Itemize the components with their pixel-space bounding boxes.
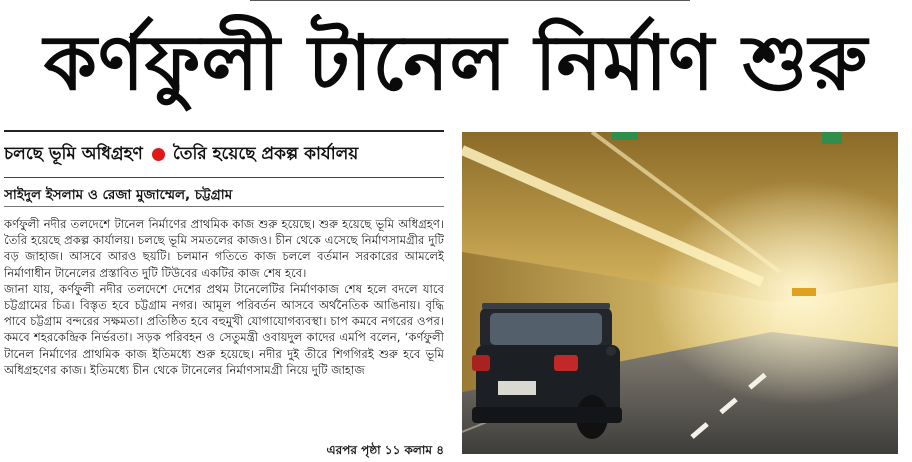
- tunnel-photo: [462, 132, 898, 454]
- exit-sign: [612, 132, 638, 140]
- exit-sign: [822, 132, 842, 144]
- subhead-part-2: তৈরি হয়েছে প্রকল্প কার্যালয়: [172, 143, 359, 164]
- article-body: [4, 216, 444, 458]
- license-plate: [498, 381, 536, 395]
- bullet-dot: [152, 148, 165, 161]
- body-paragraph: জানা যায়, কর্ণফুলী নদীর তলদেশে দেশের প্রথম টানেলেটির নির্মাণকাজ শেষ হলে বদলে যাবে চট্টগ্রামের চিত্র। বিস্তৃত হবে চট্টগ্রাম নগর। আমূল পরিবর্তন আসবে অর্থনৈতিক আঙিনায়। বৃদ্ধি পাবে চট্টগ্রাম বন্দরের সক্ষমতা। প্রতিষ্ঠিত হবে বহুমুখী যোগাযোগব্যবস্থা। চাপ কমবে নগরের ওপর। কমবে শহরকেন্দ্রিক নির্ভরতা। সড়ক পরিবহন ও সেতুমন্ত্রী ওবায়দুল কাদের এমপি বলেন, ‘কর্ণফুলী টানেল নির্মাণের প্রাথমিক কাজ ইতিমধ্যে শুরু হয়েছে। নদীর দুই তীরে শিগগিরই শুরু হবে ভূমি অধিগ্রহণের কাজ। ইতিমধ্যে চীন থেকে টানেলের নির্মাণসামগ্রী নিয়ে দুটি জাহাজ: [4, 281, 444, 377]
- headline: কর্ণফুলী টানেল নির্মাণ শুরু: [43, 17, 869, 107]
- article-column: [4, 130, 444, 460]
- top-rule: [0, 0, 912, 4]
- tail-light: [554, 355, 578, 371]
- car: [472, 303, 622, 439]
- body-paragraph: কর্ণফুলী নদীর তলদেশে টানেল নির্মাণের প্রাথমিক কাজ শুরু হয়েছে। শুরু হয়েছে ভূমি অধিগ্রহণ। তৈরি হয়েছে প্রকল্প কার্যালয়। চলছে ভূমি সমতলের কাজও। চীন থেকে এসেছে নির্মাণসামগ্রীর দুটি বড় জাহাজ। আসবে আরও ছয়টি। চলমান গতিতে কাজ চললে বর্তমান সরকারের আমলেই নির্মাণাধীন টানেলের প্রস্তাবিত দুটি টিউবের একটির কাজ শেষ হবে।: [4, 217, 444, 280]
- subhead-bar: [4, 130, 444, 178]
- continued-jump-line: এরপর পৃষ্ঠা ১১ কলাম ৪: [319, 442, 444, 458]
- tunnel-photo-illustration: [462, 132, 898, 454]
- tail-light: [472, 355, 490, 371]
- subhead-part-1: চলছে ভূমি অধিগ্রহণ: [4, 143, 143, 164]
- byline: সাইদুল ইসলাম ও রেজা মুজাম্মেল, চট্টগ্রাম: [4, 184, 444, 207]
